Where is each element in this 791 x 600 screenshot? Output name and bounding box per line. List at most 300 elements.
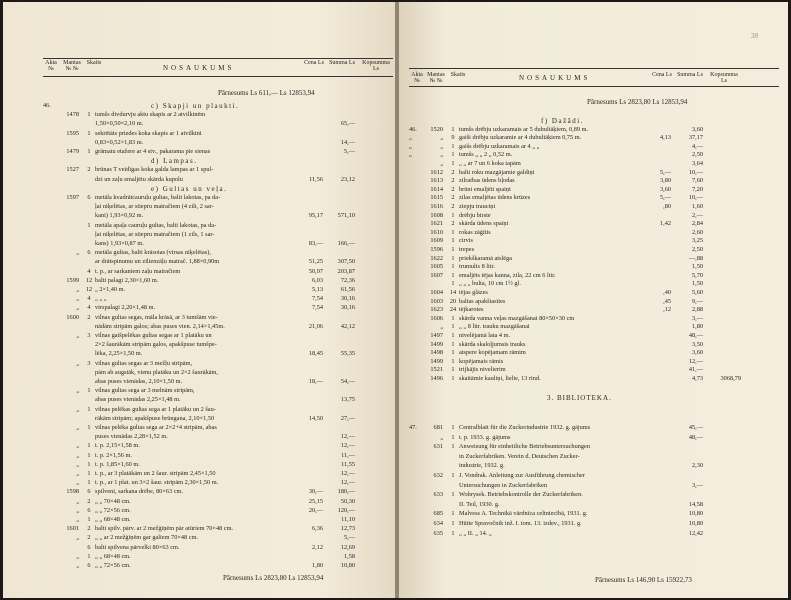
cell-nosaukums: tējas glāzes bbox=[459, 289, 488, 296]
cell-mantas: 1601 bbox=[66, 525, 79, 533]
cell-cena: 83,— bbox=[308, 240, 323, 247]
cell-mantas: 1609 bbox=[430, 237, 443, 245]
cell-nosaukums: ar drātspinumu un zilienzāļu matrač. 1,88×0,90m bbox=[95, 258, 220, 266]
cell-cena: 20,— bbox=[308, 506, 323, 514]
cell-nosaukums: vilnas gultas segas ar 3 mežļu strīpām, bbox=[95, 359, 193, 367]
cell-mantas: 1604 bbox=[430, 289, 443, 296]
cell-mantas: „ bbox=[76, 479, 79, 487]
cell-mantas: 1521 bbox=[430, 366, 443, 374]
cell-summa: 12,— bbox=[340, 479, 355, 487]
cell-skaits: 1 bbox=[451, 151, 455, 159]
cell-akta: 47. bbox=[409, 424, 417, 431]
cell-summa: 120,— bbox=[337, 506, 355, 514]
cell-cena: 3,80 bbox=[659, 177, 671, 185]
cell-nosaukums: kans) 1,93×0,87 m. bbox=[95, 240, 144, 247]
section-heading: c) Skapji un plaukti. bbox=[151, 102, 240, 110]
cell-mantas: 1622 bbox=[430, 254, 443, 262]
cell-cena: 30,— bbox=[308, 488, 323, 496]
cell-summa: 2,50 bbox=[691, 246, 703, 253]
cell-nosaukums: puses vienādas 2,28×1,52 m. bbox=[95, 433, 168, 441]
cell-summa: 10,80 bbox=[340, 562, 355, 569]
cell-nosaukums: zilas emaljētas ūdens krūzes bbox=[459, 194, 531, 202]
cell-nosaukums: gaiši drēbju uzkaramie ar 4 dubultāķiem 0,75 m. bbox=[459, 134, 582, 142]
cell-nosaukums: t. p., ar sarkaniem zaļu matračiem bbox=[95, 267, 181, 275]
cell-nosaukums: ļai niķelētas, ar stiepru matračiem (1 zils, 1 sar- bbox=[95, 230, 215, 238]
cell-summa: 14,— bbox=[340, 138, 355, 146]
header-mantas: Mantas № № bbox=[63, 60, 81, 72]
cell-nosaukums: balti spilv. pārv. ar 2 mežģīņēm pār atūriem 70×48 cm. bbox=[95, 525, 234, 533]
cell-mantas: 1479 bbox=[66, 148, 79, 155]
cell-nosaukums: baltas apakštasītes bbox=[459, 297, 506, 305]
cell-cena: ,40 bbox=[663, 289, 671, 296]
header-akta: Akta № bbox=[45, 60, 57, 72]
cell-mantas: „ bbox=[76, 562, 79, 569]
cell-cena: 4,13 bbox=[659, 134, 671, 142]
cell-nosaukums: balti spilvena pārvelki 80×63 cm. bbox=[95, 543, 180, 551]
cell-nosaukums: trepes bbox=[459, 246, 475, 253]
cell-nosaukums: ļai niķelētas, ar stiepru matračiem (4 zili, 2 sar- bbox=[95, 203, 214, 211]
cell-skaits: 1 bbox=[451, 349, 455, 357]
cell-skaits: 9 bbox=[451, 134, 455, 142]
cell-nosaukums: 1,50×0,50×2,10 m. bbox=[95, 120, 144, 128]
cell-mantas: „ bbox=[76, 405, 79, 413]
cell-summa: 3,60 bbox=[691, 125, 703, 133]
cell-nosaukums: vilnas pelēkas gultas sega ar 1 platāku un 2 šau- bbox=[95, 405, 216, 413]
cell-nosaukums: „ „ 68×48 cm. bbox=[95, 516, 131, 523]
cell-nosaukums: nādām stripām galos; abas puses vien. 2,14×1,45m. bbox=[95, 322, 225, 330]
cell-mantas: „ bbox=[440, 433, 443, 441]
cell-nosaukums: Wohrysek. Betriebskontrolle der Zuckerfabriken. bbox=[459, 491, 583, 499]
cell-skaits: 1 bbox=[451, 142, 455, 150]
cell-nosaukums: metāla kvadrātcauruļu gultas, balti lakotas, pa da- bbox=[95, 194, 221, 201]
cell-summa: 1,58 bbox=[343, 552, 355, 560]
cell-summa: 5,— bbox=[343, 534, 355, 542]
cell-summa: 61,56 bbox=[340, 286, 355, 293]
cell-akta: „ bbox=[409, 151, 412, 159]
open-book bbox=[3, 2, 788, 598]
cell-mantas: 1520 bbox=[430, 125, 443, 133]
header-nosaukums: NOSAUKUMS bbox=[519, 74, 591, 82]
cell-skaits: 2 bbox=[451, 177, 455, 185]
cell-skaits: 1 bbox=[87, 552, 91, 560]
header-akta: Akta № bbox=[411, 72, 423, 84]
cell-summa: 50,30 bbox=[340, 497, 355, 505]
cell-skaits: 24 bbox=[449, 306, 457, 314]
cell-skaits: 1 bbox=[451, 424, 455, 431]
header-rule-bottom bbox=[43, 76, 393, 77]
cell-nosaukums: balti palagi 2,30×1,60 m. bbox=[95, 276, 159, 284]
cell-nosaukums: trumulis 8 litr. bbox=[459, 263, 495, 271]
cell-mantas: „ bbox=[76, 359, 79, 367]
cell-skaits: 2 bbox=[87, 497, 91, 505]
header-rule-top bbox=[43, 58, 393, 59]
cell-nosaukums: spilveni, sarkana drēbe, 80×63 cm. bbox=[95, 488, 184, 496]
cell-mantas: „ bbox=[76, 424, 79, 431]
cell-summa: 3,60 bbox=[691, 349, 703, 357]
cell-mantas: „ bbox=[76, 506, 79, 514]
cell-skaits: 3 bbox=[87, 332, 91, 339]
cell-skaits: 1 bbox=[451, 237, 455, 245]
carry-in: Pārnesums Ls 2823,80 Ls 12853,94 bbox=[587, 98, 688, 106]
cell-skaits: 1 bbox=[451, 314, 455, 322]
cell-cena: 6,03 bbox=[311, 276, 323, 284]
cell-summa: 4,73 bbox=[691, 375, 703, 382]
cell-summa: 2,60 bbox=[691, 228, 703, 236]
cell-skaits: 12 bbox=[85, 286, 93, 293]
cell-summa: 307,50 bbox=[337, 258, 355, 266]
cell-nosaukums: „ „ 72×56 cm. bbox=[95, 562, 131, 569]
cell-mantas: 1610 bbox=[430, 228, 443, 236]
cell-cena: 25,15 bbox=[308, 497, 323, 505]
cell-nosaukums: rokas zāģītis bbox=[459, 228, 491, 236]
cell-skaits: 2 bbox=[87, 525, 91, 533]
cell-mantas: „ bbox=[76, 552, 79, 560]
cell-mantas: „ bbox=[76, 534, 79, 542]
cell-summa: 42,12 bbox=[340, 322, 355, 330]
cell-skaits: 1 bbox=[451, 340, 455, 348]
cell-nosaukums: skārda ūdens spaiņi bbox=[459, 220, 509, 228]
cell-skaits: 2 bbox=[87, 534, 91, 542]
cell-skaits: 6 bbox=[87, 543, 91, 551]
cell-nosaukums: abas puses vienādas, 2,10×1,50 m. bbox=[95, 378, 183, 385]
cell-skaits: 1 bbox=[451, 443, 455, 451]
section-heading: f) Dažādi. bbox=[541, 117, 584, 125]
header-summa: Summa Ls bbox=[677, 72, 703, 78]
cell-cena: 11,56 bbox=[309, 175, 323, 183]
cell-summa: 27,— bbox=[340, 414, 355, 422]
cell-mantas: 634 bbox=[433, 520, 443, 527]
cell-nosaukums: „ „ ar 2 mežģīņēm gar galiem 70×48 cm. bbox=[95, 534, 199, 542]
cell-skaits: 14 bbox=[449, 289, 457, 296]
cell-nosaukums: t. p. 2×1,56 m. bbox=[95, 451, 132, 459]
cell-skaits: 2 bbox=[87, 313, 91, 321]
cell-summa: 13,75 bbox=[340, 396, 355, 404]
cell-skaits: 2 bbox=[451, 168, 455, 176]
cell-summa: 12,— bbox=[688, 357, 703, 365]
cell-nosaukums: Anweisung für einheitliche Betriebsuntersuchungen bbox=[459, 443, 590, 451]
cell-mantas: 1613 bbox=[430, 177, 443, 185]
cell-skaits: 1 bbox=[451, 366, 455, 374]
cell-summa: 48,— bbox=[688, 332, 703, 339]
cell-cena: 5,13 bbox=[311, 286, 323, 293]
cell-nosaukums: Malvess A. Technikā vārdnīca celtniecībā, 1931. g. bbox=[459, 510, 588, 518]
cell-summa: 72,36 bbox=[340, 276, 355, 284]
cell-skaits: 4 bbox=[87, 295, 91, 303]
cell-cena: 3,60 bbox=[659, 185, 671, 193]
cell-skaits: 1 bbox=[87, 460, 91, 468]
cell-mantas: 1615 bbox=[430, 194, 443, 202]
cell-summa: 37,17 bbox=[688, 134, 703, 142]
cell-summa: 11,55 bbox=[341, 460, 355, 468]
cell-mantas: 1595 bbox=[66, 129, 79, 137]
cell-skaits: 1 bbox=[451, 520, 455, 527]
cell-mantas: 1612 bbox=[430, 168, 443, 176]
cell-nosaukums: „ „ „ bulta, 10 cm 1½ gl. bbox=[459, 280, 521, 288]
cell-mantas: „ bbox=[76, 442, 79, 450]
cell-skaits: 6 bbox=[87, 506, 91, 514]
cell-cena: 21,06 bbox=[308, 322, 323, 330]
cell-nosaukums: t. p. 1,85×1,60 m. bbox=[95, 460, 140, 468]
header-cena: Cena Ls bbox=[652, 72, 672, 78]
cell-mantas: „ bbox=[76, 516, 79, 523]
cell-nosaukums: lēka, 2,25×1,50 m. bbox=[95, 350, 143, 358]
cell-skaits: 6 bbox=[87, 488, 91, 496]
cell-cena: 95,17 bbox=[308, 212, 323, 220]
cell-skaits: 2 bbox=[451, 220, 455, 228]
cell-cena: 6,36 bbox=[311, 525, 323, 533]
cell-mantas: 1623 bbox=[430, 306, 443, 314]
cell-summa: 4,— bbox=[691, 142, 703, 150]
cell-summa: 1,50 bbox=[691, 263, 703, 271]
cell-summa: 2,50 bbox=[691, 151, 703, 159]
cell-skaits: 1 bbox=[451, 125, 455, 133]
cell-nosaukums: rākām stripām; apakšpuse brūngana, 2,10×1,50 bbox=[95, 414, 215, 422]
cell-mantas: 1596 bbox=[430, 246, 443, 253]
cell-mantas: 633 bbox=[433, 491, 443, 499]
cell-skaits: 6 bbox=[87, 194, 91, 201]
cell-mantas: 1497 bbox=[430, 332, 443, 339]
cell-akta: 46. bbox=[43, 102, 51, 109]
cell-cena: 7,54 bbox=[311, 295, 323, 303]
cell-nosaukums: dzi un zaļu emaljētu skārda kupolu bbox=[95, 175, 183, 183]
cell-skaits: 1 bbox=[87, 516, 91, 523]
cell-cena: 7,54 bbox=[311, 304, 323, 312]
cell-mantas: „ bbox=[76, 304, 79, 312]
carry-out: Pārnesums Ls 2823,80 Ls 12853,94 bbox=[223, 574, 324, 582]
cell-summa: 3,50 bbox=[691, 340, 703, 348]
cell-summa: 166,— bbox=[337, 240, 355, 247]
cell-summa: 10,— bbox=[688, 168, 703, 176]
cell-cena: 1,42 bbox=[659, 220, 671, 228]
cell-mantas: 1499 bbox=[430, 357, 443, 365]
header-nosaukums: NOSAUKUMS bbox=[163, 64, 235, 72]
cell-skaits: 1 bbox=[87, 470, 91, 477]
cell-mantas: „ bbox=[76, 470, 79, 477]
cell-skaits: 1 bbox=[451, 211, 455, 219]
cell-nosaukums: „ „ 8 litr. trauku mazgāšanai bbox=[459, 323, 530, 331]
cell-cena: 5,— bbox=[659, 168, 671, 176]
cell-skaits: 1 bbox=[87, 129, 91, 137]
right-page bbox=[399, 2, 788, 598]
cell-nosaukums: J. Vondrak. Anleitung zur Ausführung chemischer bbox=[459, 472, 585, 479]
cell-summa: 3,64 bbox=[691, 160, 703, 167]
cell-nosaukums: t. p., ar 3 platākām un 2 šaur. stripām 2,45×1,50 bbox=[95, 470, 216, 477]
cell-mantas: 1496 bbox=[430, 375, 443, 382]
cell-nosaukums: gaišs drēbju uzkaramais ar 4 „ „ bbox=[459, 142, 540, 150]
cell-skaits: 4 bbox=[87, 304, 91, 312]
cell-mantas: 1600 bbox=[66, 313, 79, 321]
cell-mantas: 1605 bbox=[430, 263, 443, 271]
cell-summa: 12,73 bbox=[340, 525, 355, 533]
cell-skaits: 1 bbox=[87, 405, 91, 413]
cell-summa: 41,— bbox=[688, 366, 703, 374]
header-skaits: Skaits bbox=[86, 60, 102, 66]
cell-summa: 2,88 bbox=[691, 306, 703, 314]
cell-mantas: 1616 bbox=[430, 203, 443, 210]
cell-summa: 10,80 bbox=[688, 520, 703, 527]
cell-mantas: „ bbox=[76, 387, 79, 395]
cell-skaits: 1 bbox=[451, 529, 455, 537]
cell-nosaukums: „ „ II. „ 14. „ bbox=[459, 529, 492, 537]
carry-in: Pārnesums Ls 611,— Ls 12853,94 bbox=[218, 89, 315, 97]
cell-summa: 54,— bbox=[340, 378, 355, 385]
cell-skaits: 1 bbox=[451, 472, 455, 479]
cell-mantas: 1614 bbox=[430, 185, 443, 193]
cell-skaits: 2 bbox=[451, 194, 455, 202]
cell-skaits: 2 bbox=[87, 166, 91, 174]
cell-summa: 203,87 bbox=[337, 267, 355, 275]
header-skaits: Skaits bbox=[450, 72, 466, 78]
cell-cena: 14,50 bbox=[308, 414, 323, 422]
cell-nosaukums: sekrētāts priedes koka skapis ar 1 atvilktni bbox=[95, 129, 202, 137]
cell-mantas: 1599 bbox=[66, 276, 79, 284]
carry-out: Pārnesums Ls 146,90 Ls 15922,73 bbox=[595, 576, 692, 584]
cell-mantas: 685 bbox=[433, 510, 443, 518]
cell-skaits: 1 bbox=[87, 442, 91, 450]
cell-kopsumma: 3068,79 bbox=[720, 375, 741, 382]
cell-mantas: 1606 bbox=[430, 314, 443, 322]
cell-nosaukums: priekškaramā atslēga bbox=[459, 254, 512, 262]
cell-summa: 30,16 bbox=[340, 295, 355, 303]
cell-summa: 5,70 bbox=[691, 271, 703, 279]
cell-skaits: 3 bbox=[87, 359, 91, 367]
cell-skaits: 1 bbox=[451, 491, 455, 499]
cell-nosaukums: cirvis bbox=[459, 237, 473, 245]
cell-summa: 1,80 bbox=[691, 323, 703, 331]
cell-mantas: 1527 bbox=[66, 166, 79, 174]
cell-skaits: 1 bbox=[451, 332, 455, 339]
cell-skaits: 1 bbox=[87, 451, 91, 459]
cell-summa: 9,— bbox=[691, 297, 703, 305]
cell-summa: 3,25 bbox=[691, 237, 703, 245]
cell-skaits: 12 bbox=[85, 276, 93, 284]
cell-mantas: 1597 bbox=[66, 194, 79, 201]
cell-mantas: 632 bbox=[433, 472, 443, 479]
cell-nosaukums: kani) 1,93×0,92 m. bbox=[95, 212, 144, 220]
cell-mantas: 1621 bbox=[430, 220, 443, 228]
cell-nosaukums: grāmatu etažere ar 4 stv., pakarama pie sienas bbox=[95, 148, 211, 155]
cell-summa: 12,69 bbox=[340, 543, 355, 551]
cell-mantas: „ bbox=[440, 151, 443, 159]
cell-nosaukums: zilraibas ūdens bļodas bbox=[459, 177, 515, 185]
cell-summa: 7,60 bbox=[691, 177, 703, 185]
cell-summa: 1,60 bbox=[691, 203, 703, 210]
cell-nosaukums: ziepju trauciņi bbox=[459, 203, 496, 210]
cell-mantas: 631 bbox=[433, 443, 443, 451]
cell-summa: 12,42 bbox=[688, 529, 703, 537]
cell-nosaukums: Hütte Spravočnik inž. I. tom. 13. izdev., 1931. g. bbox=[459, 520, 582, 527]
cell-mantas: 1498 bbox=[430, 349, 443, 357]
left-page bbox=[3, 2, 395, 598]
cell-summa: 12,— bbox=[340, 433, 355, 441]
header-rule-top bbox=[409, 68, 779, 69]
cell-nosaukums: II. Teil, 1930. g. bbox=[459, 500, 500, 508]
cell-nosaukums: skārda skaloļjumsis trauks bbox=[459, 340, 526, 348]
cell-summa: 3,— bbox=[691, 481, 703, 489]
cell-mantas: „ bbox=[76, 460, 79, 468]
cell-nosaukums: brūnas T veidīgas koka galda lampas ar 1 spul- bbox=[95, 166, 214, 174]
cell-mantas: „ bbox=[440, 134, 443, 142]
cell-cena: ,12 bbox=[663, 306, 671, 314]
cell-cena: ,45 bbox=[663, 297, 671, 305]
page-corner-mark: 38 bbox=[751, 32, 758, 40]
cell-skaits: 1 bbox=[87, 221, 91, 229]
cell-skaits: 2 bbox=[451, 185, 455, 193]
cell-nosaukums: virspalagi 2,20×1,48 m. bbox=[95, 304, 156, 312]
cell-skaits: 1 bbox=[451, 254, 455, 262]
cell-akta: „ bbox=[409, 142, 412, 150]
cell-nosaukums: „ „ „ bbox=[95, 295, 107, 303]
cell-nosaukums: vilnas gaišpelēkas gultas segas ar 1 platāku un bbox=[95, 332, 212, 339]
cell-nosaukums: tējkarotes bbox=[459, 306, 484, 314]
cell-summa: 1,50 bbox=[691, 280, 703, 288]
cell-nosaukums: „ „ 68×48 cm. bbox=[95, 552, 131, 560]
cell-summa: —,88 bbox=[688, 254, 703, 262]
cell-skaits: 1 bbox=[451, 280, 455, 288]
cell-cena: 50,97 bbox=[308, 267, 323, 275]
cell-mantas: 635 bbox=[433, 529, 443, 537]
cell-mantas: 1598 bbox=[66, 488, 79, 496]
cell-summa: 55,35 bbox=[340, 350, 355, 358]
cell-summa: 2,30 bbox=[691, 462, 703, 470]
cell-skaits: 2 bbox=[451, 203, 455, 210]
cell-cena: 18,— bbox=[308, 378, 323, 385]
cell-skaits: 1 bbox=[87, 148, 91, 155]
cell-summa: 2,84 bbox=[691, 220, 703, 228]
cell-mantas: „ bbox=[76, 451, 79, 459]
cell-summa: 45,— bbox=[688, 424, 703, 431]
cell-mantas: „ bbox=[76, 286, 79, 293]
cell-skaits: 20 bbox=[449, 297, 457, 305]
cell-nosaukums: metāla gultas, balti krāsotas (virsas niķelētas), bbox=[95, 249, 211, 257]
cell-cena: 5,— bbox=[659, 194, 671, 202]
header-rule-bottom bbox=[409, 86, 779, 87]
cell-nosaukums: „ „ 72×56 cm. bbox=[95, 506, 131, 514]
cell-mantas: „ bbox=[76, 497, 79, 505]
header-kopsumma: Kopsumma Ls bbox=[710, 72, 738, 84]
cell-mantas: „ bbox=[76, 332, 79, 339]
cell-summa: 11,— bbox=[341, 451, 355, 459]
cell-nosaukums: vilnas gultas sega ar 3 melnām stripām, bbox=[95, 387, 195, 395]
cell-skaits: 1 bbox=[451, 263, 455, 271]
cell-nosaukums: nivelējamā lata 4 m. bbox=[459, 332, 511, 339]
cell-summa: 571,10 bbox=[337, 212, 355, 220]
cell-skaits: 1 bbox=[451, 246, 455, 253]
cell-summa: 12,— bbox=[340, 442, 355, 450]
section-heading: e) Gultas un veļa. bbox=[151, 184, 228, 193]
cell-nosaukums: metāla apaļa cauruļu gultas, balti lakotas, pa da- bbox=[95, 221, 217, 229]
cell-nosaukums: „ „ ar 7 un 6 koka tapām bbox=[459, 160, 521, 167]
cell-nosaukums: in Zuckerfabriken. Verein d. Deutschen Zucker- bbox=[459, 452, 580, 460]
cell-mantas: 1608 bbox=[430, 211, 443, 219]
cell-summa: 10,— bbox=[688, 194, 703, 202]
cell-summa: 2,— bbox=[691, 211, 703, 219]
cell-mantas: „ bbox=[76, 295, 79, 303]
cell-skaits: 6 bbox=[87, 249, 91, 257]
cell-skaits: 1 bbox=[451, 160, 455, 167]
header-kopsumma: Kopsumma Ls bbox=[362, 60, 390, 72]
cell-skaits: 4 bbox=[87, 267, 91, 275]
cell-skaits: 1 bbox=[451, 228, 455, 236]
cell-cena: 51,25 bbox=[308, 258, 323, 266]
cell-nosaukums: atspere kopējamam rāmim bbox=[459, 349, 526, 357]
cell-nosaukums: vilnas gultas segas, māla krāsā, ar 3 tumšām vie- bbox=[95, 313, 218, 321]
cell-mantas: „ bbox=[76, 249, 79, 257]
cell-skaits: 1 bbox=[451, 357, 455, 365]
cell-akta: 46. bbox=[409, 125, 417, 133]
cell-nosaukums: trijkājis nivelierim bbox=[459, 366, 506, 374]
cell-nosaukums: t. p., ar 1 plat. un 3×2 šaur. stripām 2,30×1,50 m. bbox=[95, 479, 219, 487]
